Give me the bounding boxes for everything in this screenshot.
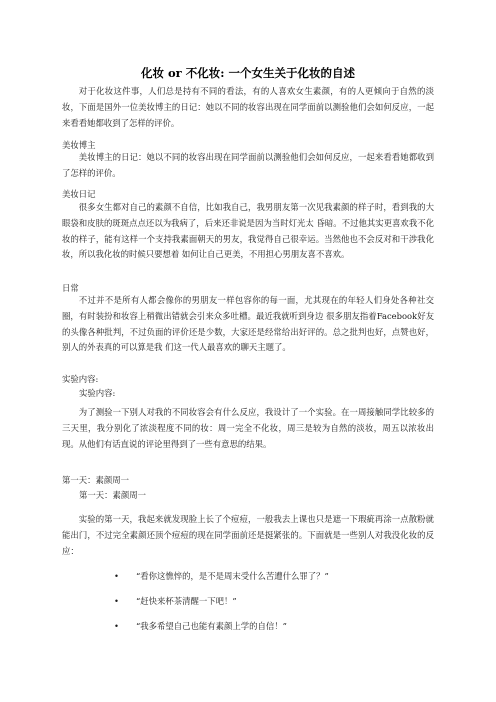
section-body-blogger: 美妆博主的日记：她以不同的妆容出现在同学面前以测验他们会如何反应，一起来看看她都收到了怎样的评价。 (62, 152, 434, 178)
section-heading-blogger: 美妆博主 (62, 140, 96, 150)
section-heading-diary: 美妆日记 (62, 189, 96, 199)
section-heading-day1: 第一天：素颜周一 (62, 475, 129, 485)
section-subheading-day1: 第一天：素颜周一 (79, 490, 146, 500)
section-body-day1: 实验的第一天，我起来就发现脸上长了个痘痘，一般我去上课也只是遮一下瑕疵再涂一点散粉就 能出门，不过完全素颜还顶个痘痘的现在同学面前还是挺紧张的。下面就是一些别人对我没化妆的反应： (62, 514, 434, 556)
quote-text: “看你这憔悴的，是不是周末受什么苦遭什么罪了？” (136, 571, 329, 581)
section-body-experiment: 为了测验一下别人对我的不同妆容会有什么反应，我设计了一个实验。在一周接触同学比较多的三天里，我分别化了浓淡程度不同的妆：周一完全不化妆，周三是较为自然的淡妆，周五以浓妆出现。从他们有话直说的评论里得到了一些有意思的结果。 (62, 407, 434, 449)
page-title: 化妆 or 不化妆: 一个女生关于化妆的自述 (141, 66, 355, 80)
quote-text: “赶快来杯茶清醒一下吧！” (136, 596, 237, 606)
intro-paragraph: 对于化妆这件事，人们总是持有不同的看法，有的人喜欢女生素颜，有的人更倾向于自然的淡妆，下面是国外一位美妆博主的日记：她以不同的妆容出现在同学面前以测验他们会如何反应，一起来看看她都收到了怎样的评价。 (62, 86, 434, 128)
section-body-daily: 不过并不是所有人都会像你的男朋友一样包容你的每一面，尤其现在的年轻人们身处各种社交圈，有时装扮和妆容上稍微出错就会引来众多吐槽。最近我就听到身边 很多朋友指着Facebook好友的头像各种批判，不过负面的评价还是少数，大家还是经常给出好评的。总之批判也好，点赞也好，别人的外表真的可以算是我 们这一代人最喜欢的聊天主题了。 (62, 295, 434, 353)
section-body-diary: 很多女生都对自己的素颜不自信，比如我自己，我男朋友第一次见我素颜的样子时，看到我的大眼袋和皮肤的斑斑点点还以为我病了，后来还非说是因为当时灯光太 昏暗。不过他其实更喜欢我不化妆的样子，能有这样一个支持我素面朝天的男友，我觉得自己很幸运。当然他也不会反对和干涉我化妆，所以我化妆的时候只要想着 如何让自己更美，不用担心男朋友喜不喜欢。 (62, 202, 434, 260)
bullet-icon: • (114, 596, 119, 606)
quote-text: “我多希望自己也能有素颜上学的自信！” (136, 621, 287, 631)
section-heading-daily: 日常 (62, 283, 79, 293)
section-subheading-experiment: 实验内容: (79, 388, 116, 398)
bullet-icon: • (114, 571, 119, 581)
section-heading-experiment: 实验内容: (62, 374, 99, 384)
bullet-icon: • (114, 621, 119, 631)
